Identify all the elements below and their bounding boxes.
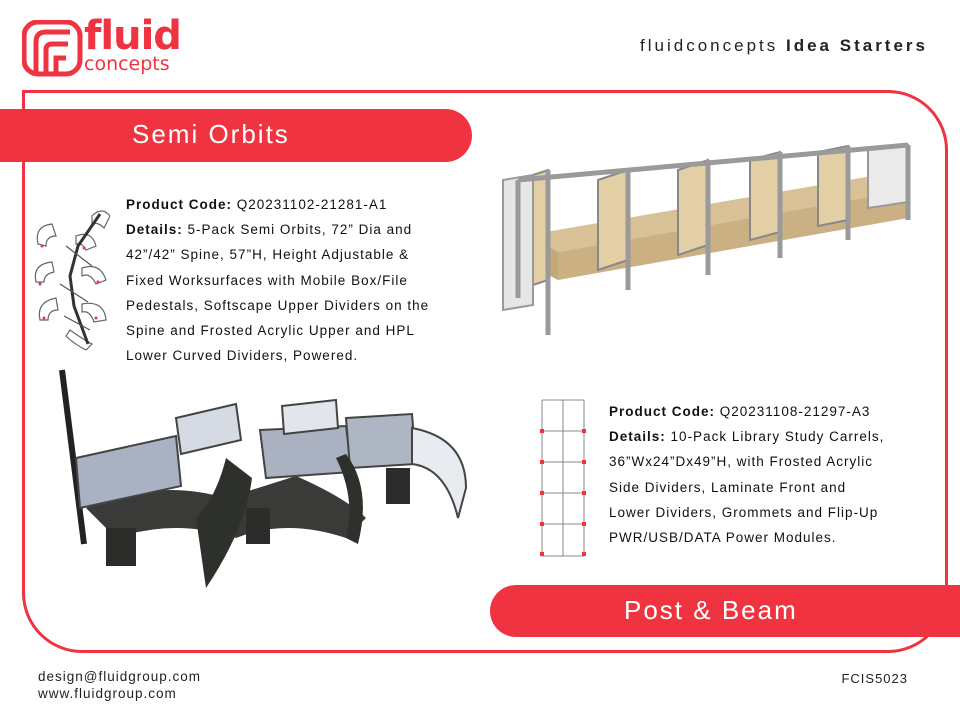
product-code-value: Q20231102-21281-A1 — [236, 197, 388, 212]
details-line: Lower Dividers, Grommets and Flip-Up — [609, 504, 879, 520]
post-beam-description — [609, 399, 929, 550]
details-line: Lower Curved Dividers, Powered. — [126, 348, 359, 364]
footer-doc-code: FCIS5023 — [841, 671, 908, 686]
details-line: Spine and Frosted Acrylic Upper and HPL — [126, 323, 415, 339]
product-code-label: Product Code: — [609, 404, 715, 419]
footer-website-link[interactable]: www.fluidgroup.com — [38, 686, 177, 701]
header-tagline — [640, 36, 928, 56]
details-text: 10-Pack Library Study Carrels, — [670, 429, 885, 445]
product-code-line — [609, 399, 929, 424]
section-title: Post & Beam — [624, 595, 798, 625]
product-code-line — [126, 192, 476, 217]
details-line: Pedestals, Softscape Upper Dividers on the — [126, 297, 430, 313]
semi-orbits-description — [126, 192, 476, 368]
tagline-prefix: fluidconcepts — [640, 36, 779, 55]
details-line: 36”Wx24”Dx49”H, with Frosted Acrylic — [609, 454, 874, 470]
details-line: Side Dividers, Laminate Front and — [609, 479, 847, 495]
section-banner-post-beam — [490, 585, 960, 637]
product-code-value: Q20231108-21297-A3 — [719, 404, 871, 419]
details-line: Fixed Worksurfaces with Mobile Box/File — [126, 272, 408, 288]
section-banner-semi-orbits — [0, 109, 472, 162]
details-line — [609, 424, 929, 449]
section-title: Semi Orbits — [132, 119, 290, 149]
product-code-label: Product Code: — [126, 197, 232, 212]
semi-orbits-render-image — [46, 368, 478, 600]
details-label: Details: — [609, 429, 666, 445]
post-beam-floorplan-image — [538, 398, 588, 558]
logo-sub: concepts — [84, 53, 170, 75]
logo-name: fluid — [84, 13, 181, 59]
study-carrels-render-image — [488, 140, 940, 350]
semi-orbits-floorplan-image — [30, 206, 110, 351]
details-line: PWR/USB/DATA Power Modules. — [609, 530, 837, 546]
footer-email-link[interactable]: design@fluidgroup.com — [38, 669, 202, 684]
fluid-logo-mark-icon — [22, 20, 84, 80]
tagline-bold: Idea Starters — [786, 36, 928, 55]
details-line: 42”/42” Spine, 57”H, Height Adjustable & — [126, 247, 410, 263]
details-label: Details: — [126, 222, 183, 238]
footer-contact — [38, 668, 201, 702]
details-text: 5-Pack Semi Orbits, 72” Dia and — [187, 222, 413, 238]
details-line — [126, 217, 476, 242]
